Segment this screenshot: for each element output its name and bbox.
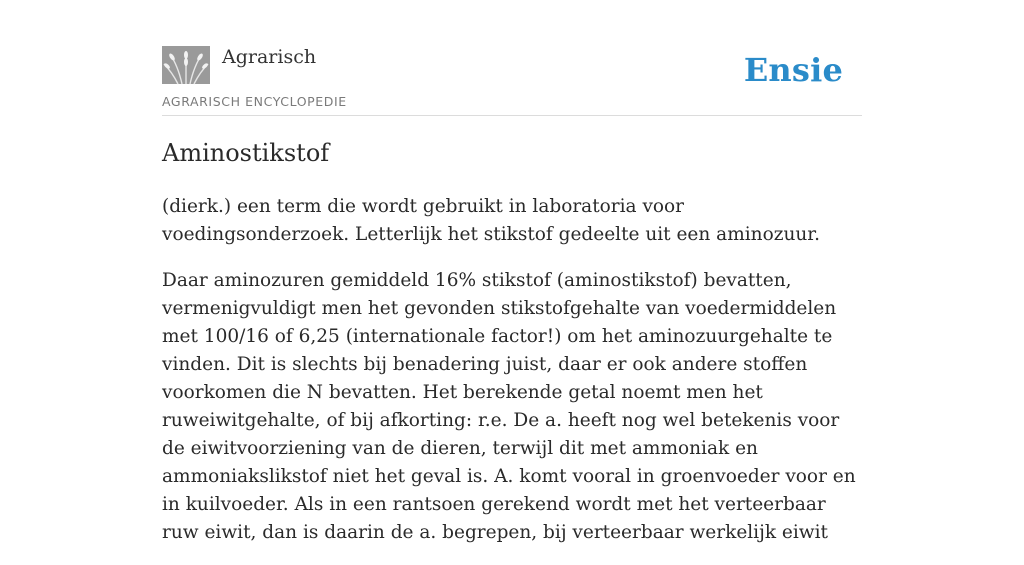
article-paragraph: Daar aminozuren gemiddeld 16% stikstof (aminostikstof) bevatten, vermenigvuldigt men het gevonden stikstofgehalte van voedermiddelen met 100/16 of 6,25 (internationale factor!) om het aminozuurgehalte te vinden. Dit is slechts bij benadering juist, daar er ook andere stoffen voorkomen die N bevatten. Het berekende getal noemt men het ruweiwitgehalte, of bij afkorting: r.e. De a. heeft nog wel betekenis voor de eiwitvoorziening van de dieren, terwijl dit met ammoniak en ammoniakslikstof niet het geval is. A. komt vooral in groenvoeder voor en in kuilvoeder. Als in een rantsoen gerekend wordt met het verteerbaar ruw eiwit, dan is daarin de a. begrepen, bij verteerbaar werkelijk eiwit xyxy=(162,270,856,543)
header xyxy=(162,0,862,116)
source-name[interactable]: Agrarisch xyxy=(222,46,317,68)
page-title: Aminostikstof xyxy=(162,139,330,167)
article-paragraph: (dierk.) een term die wordt gebruikt in laboratoria voor voedingsonderzoek. Letterlijk het stikstof gedeelte uit een aminozuur. xyxy=(162,196,820,245)
wheat-ears-icon xyxy=(162,46,210,84)
article-body xyxy=(162,193,862,565)
encyclopedia-label[interactable]: AGRARISCH ENCYCLOPEDIE xyxy=(162,94,347,109)
ensie-logo[interactable]: Ensie xyxy=(743,51,843,89)
article-page xyxy=(162,0,862,543)
source-avatar[interactable] xyxy=(162,46,210,84)
